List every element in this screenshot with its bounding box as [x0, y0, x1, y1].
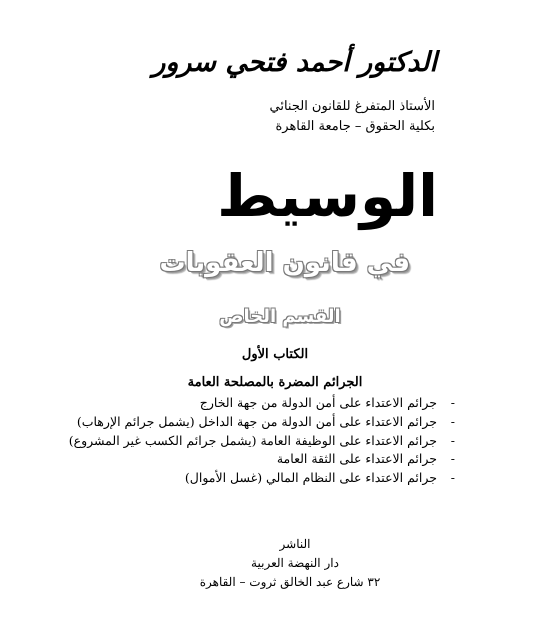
author-title-line-1: الأستاذ المتفرغ للقانون الجنائي	[269, 99, 435, 114]
bullet-dash: -	[450, 470, 455, 486]
volume-label: الكتاب الأول	[241, 347, 309, 362]
topic-text: جرائم الاعتداء على أمن الدولة من جهة الداخل (يشمل جرائم الإرهاب)	[76, 413, 438, 429]
topic-text: جرائم الاعتداء على الثقة العامة	[276, 451, 438, 467]
topic-text: جرائم الاعتداء على الوظيفة العامة (يشمل جرائم الكسب غير المشروع)	[68, 432, 438, 448]
bullet-dash: -	[450, 413, 455, 429]
author-title-line-2: بكلية الحقوق – جامعة القاهرة	[275, 119, 435, 134]
book-subtitle: في قانون العقوبات	[159, 248, 410, 278]
bullet-dash: -	[450, 395, 455, 410]
book-title: الوسيط	[217, 162, 438, 230]
bullet-dash: -	[450, 432, 455, 448]
section-heading: الجرائم المضرة بالمصلحة العامة	[187, 375, 363, 390]
book-part: القسم الخاص	[219, 306, 341, 327]
bullet-dash: -	[450, 451, 455, 467]
list-item	[115, 394, 455, 413]
list-item	[68, 432, 455, 451]
publisher-label: الناشر	[279, 537, 311, 551]
publisher-address: ٣٢ شارع عبد الخالق ثروت – القاهرة	[199, 575, 381, 589]
publisher-name: دار النهضة العربية	[251, 556, 339, 570]
topic-text: جرائم الاعتداء على أمن الدولة من جهة الخارج	[199, 395, 438, 410]
topic-text: جرائم الاعتداء على النظام المالي (غسل الأموال)	[184, 470, 438, 486]
author-name: الدكتور أحمد فتحي سرور	[152, 47, 437, 78]
topics-list	[68, 394, 455, 488]
list-item	[76, 413, 455, 432]
list-item	[115, 469, 455, 488]
list-item	[115, 450, 455, 469]
